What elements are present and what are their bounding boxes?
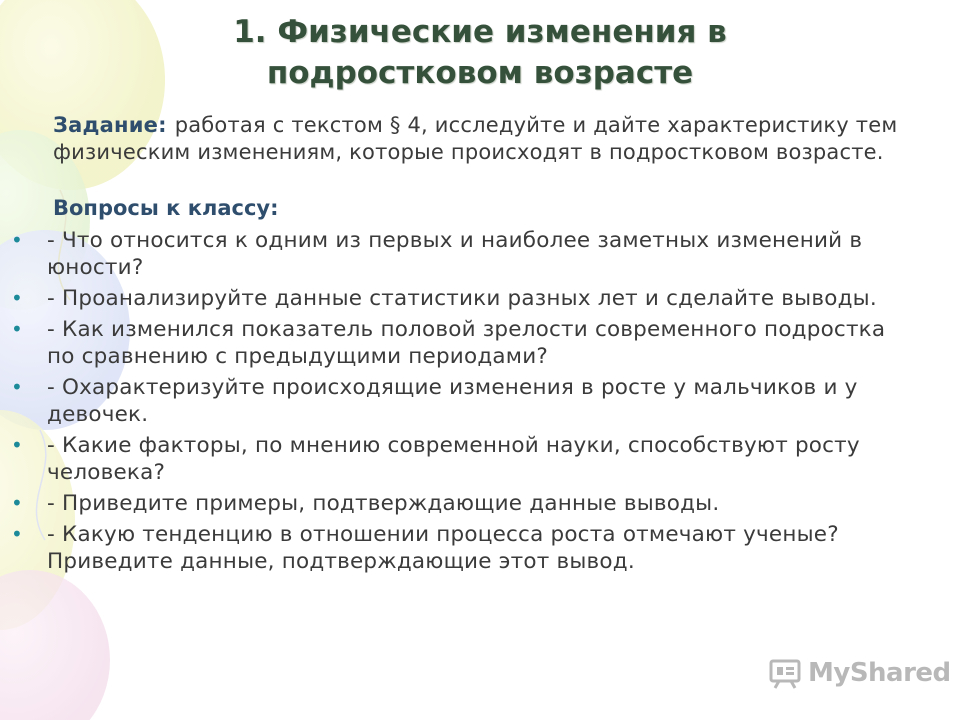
question-text: - Проанализируйте данные статистики разных лет и сделайте выводы. bbox=[47, 286, 877, 311]
task-label: Задание: bbox=[53, 113, 167, 137]
question-text: - Охарактеризуйте происходящие изменения в росте у мальчиков и у девочек. bbox=[47, 375, 858, 427]
myshared-watermark[interactable] bbox=[768, 656, 951, 690]
question-text: - Как изменился показатель половой зрелости современного подростка по сравнению с предыдущими периодами? bbox=[47, 317, 886, 369]
task-text: работая с текстом § 4, исследуйте и дайте характеристику тем физическим изменениям, которые происходят в подростковом возрасте. bbox=[53, 113, 898, 164]
slide-title-line-1: 1. Физические изменения в bbox=[233, 14, 727, 50]
presentation-board-icon bbox=[768, 656, 802, 690]
question-text: - Что относится к одним из первых и наиболее заметных изменений в юности? bbox=[47, 228, 863, 280]
slide-title-line-2: подростковом возрасте bbox=[266, 55, 694, 91]
question-item bbox=[0, 227, 900, 281]
slide-title bbox=[120, 12, 840, 94]
questions-label: Вопросы к классу: bbox=[53, 196, 279, 220]
question-item bbox=[0, 490, 900, 517]
bullet-icon: • bbox=[11, 491, 23, 515]
question-item bbox=[0, 432, 900, 486]
question-text: - Какие факторы, по мнению современной науки, способствуют росту человека? bbox=[47, 433, 860, 485]
task-paragraph bbox=[53, 112, 913, 166]
question-item bbox=[0, 285, 900, 312]
questions-list bbox=[0, 227, 900, 579]
bullet-icon: • bbox=[11, 375, 23, 399]
question-item bbox=[0, 316, 900, 370]
question-item bbox=[0, 374, 900, 428]
question-text: - Приведите примеры, подтверждающие данные выводы. bbox=[47, 491, 720, 516]
bullet-icon: • bbox=[11, 522, 23, 546]
bullet-icon: • bbox=[11, 228, 23, 252]
question-text: - Какую тенденцию в отношении процесса роста отмечают ученые? Приведите данные, подтверждающие этот вывод. bbox=[47, 522, 839, 574]
bullet-icon: • bbox=[11, 317, 23, 341]
bullet-icon: • bbox=[11, 286, 23, 310]
question-item bbox=[0, 521, 900, 575]
bullet-icon: • bbox=[11, 433, 23, 457]
watermark-text: MyShared bbox=[808, 658, 951, 688]
